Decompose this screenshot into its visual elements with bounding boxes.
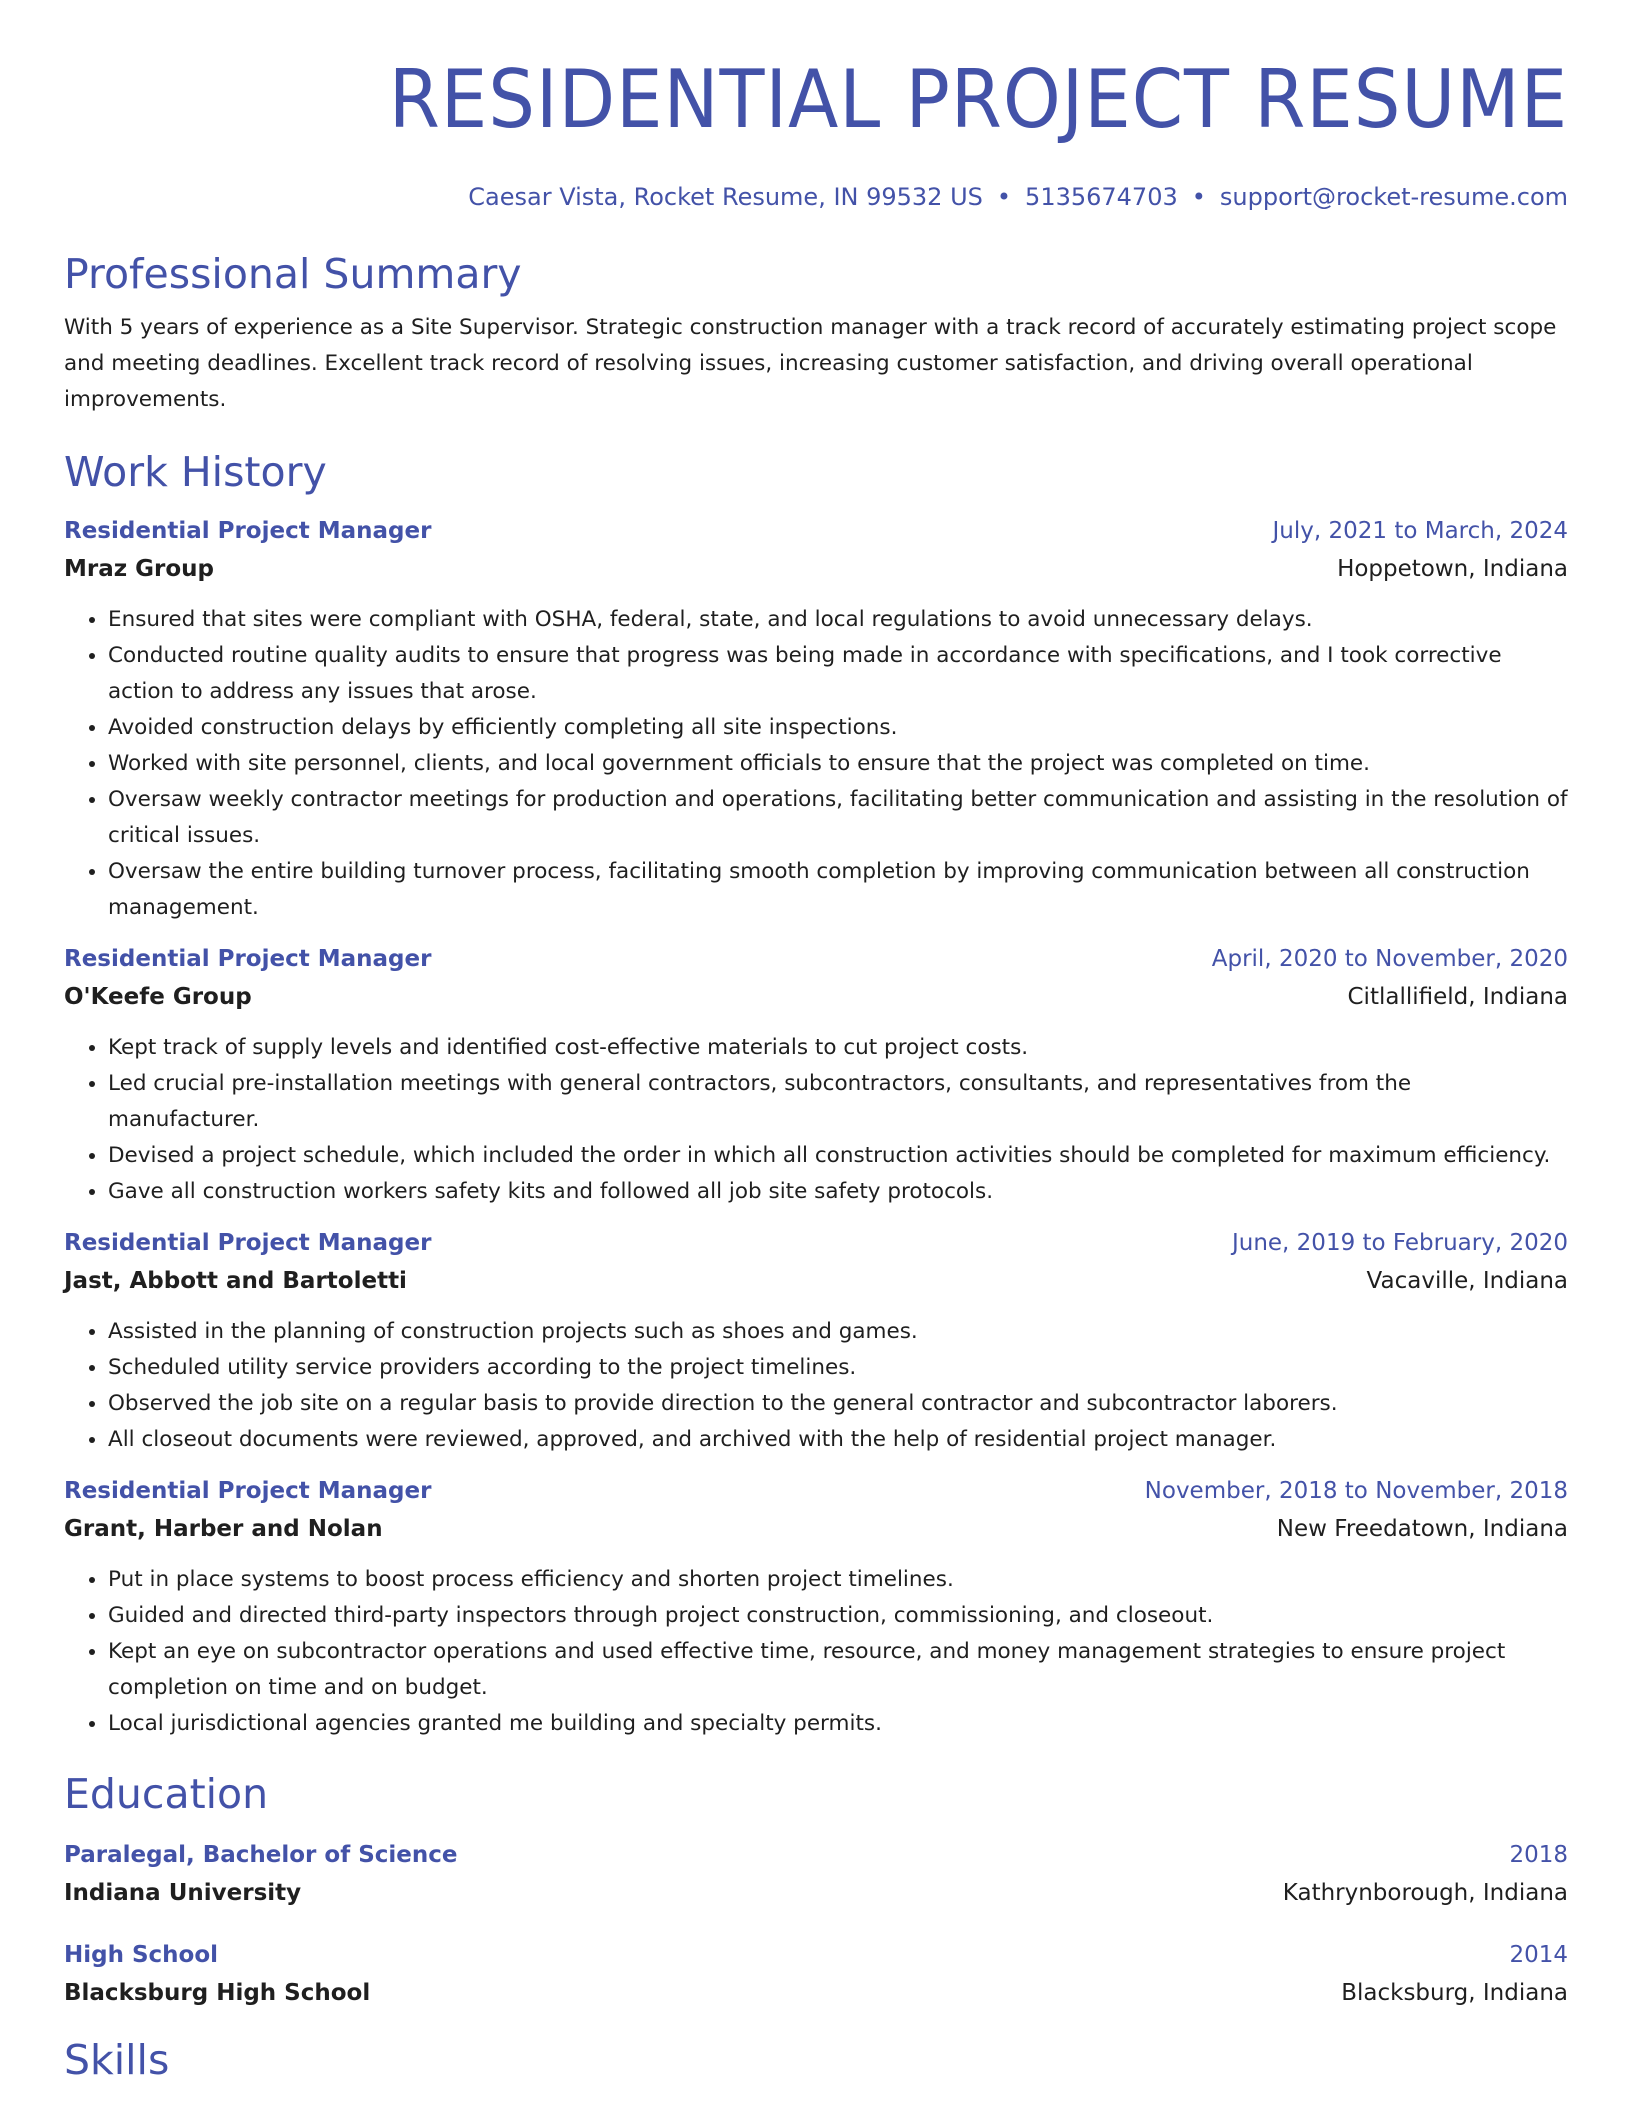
job-header-row bbox=[64, 512, 1568, 550]
job-bullet-list bbox=[64, 602, 1568, 926]
education-degree: High School bbox=[64, 1942, 219, 1968]
resume-title: RESIDENTIAL PROJECT RESUME bbox=[388, 53, 1569, 146]
education-degree: Paralegal, Bachelor of Science bbox=[64, 1842, 458, 1868]
job-header-row bbox=[64, 940, 1568, 978]
job-role: Residential Project Manager bbox=[64, 518, 432, 544]
contact-separator: • bbox=[1191, 183, 1206, 211]
job-company-row bbox=[64, 1510, 1568, 1548]
job-dates: April, 2020 to November, 2020 bbox=[1211, 946, 1568, 972]
job-company: O'Keefe Group bbox=[64, 984, 252, 1010]
job-header-row bbox=[64, 1472, 1568, 1510]
job-company: Grant, Harber and Nolan bbox=[64, 1516, 383, 1542]
job-role: Residential Project Manager bbox=[64, 946, 432, 972]
job-dates: July, 2021 to March, 2024 bbox=[1272, 518, 1568, 544]
job-company: Mraz Group bbox=[64, 556, 215, 582]
education-list bbox=[64, 1836, 1568, 2012]
job-bullet: • Worked with site personnel, clients, and local government officials to ensure that the project was completed on time. bbox=[108, 746, 1568, 782]
job-location: Citlallifield, Indiana bbox=[1347, 984, 1568, 1010]
job-bullet: • Guided and directed third-party inspectors through project construction, commissioning, and closeout. bbox=[108, 1598, 1568, 1634]
job-role: Residential Project Manager bbox=[64, 1230, 432, 1256]
summary-text: With 5 years of experience as a Site Supervisor. Strategic construction manager with a track record of accurately estimating project scope and meeting deadlines. Excellent track record of resolving issues, increasing customer satisfaction, and driving overall operational improvements. bbox=[64, 315, 1557, 412]
contact-phone: 5135674703 bbox=[1025, 183, 1178, 211]
job-bullet-list bbox=[64, 1030, 1568, 1210]
job-location: New Freedatown, Indiana bbox=[1276, 1516, 1568, 1542]
education-location: Blacksburg, Indiana bbox=[1341, 1980, 1568, 2006]
job-entry bbox=[64, 1224, 1568, 1458]
job-bullet: • Kept an eye on subcontractor operations and used effective time, resource, and money management strategies to ensure project completion on time and on budget. bbox=[108, 1634, 1568, 1706]
education-school: Blacksburg High School bbox=[64, 1980, 371, 2006]
education-school: Indiana University bbox=[64, 1880, 302, 1906]
education-location: Kathrynborough, Indiana bbox=[1282, 1880, 1568, 1906]
job-company: Jast, Abbott and Bartoletti bbox=[64, 1268, 407, 1294]
job-company-row bbox=[64, 1262, 1568, 1300]
job-bullet-list bbox=[64, 1562, 1568, 1742]
education-heading: Education bbox=[64, 1770, 269, 1818]
education-header-row bbox=[64, 1936, 1568, 1974]
job-bullet: • Local jurisdictional agencies granted me building and specialty permits. bbox=[108, 1706, 1568, 1742]
job-bullet: • Assisted in the planning of construction projects such as shoes and games. bbox=[108, 1314, 1568, 1350]
education-entry bbox=[64, 1836, 1568, 1912]
job-role: Residential Project Manager bbox=[64, 1478, 432, 1504]
job-entry bbox=[64, 512, 1568, 926]
job-bullet: • Put in place systems to boost process efficiency and shorten project timelines. bbox=[108, 1562, 1568, 1598]
job-location: Vacaville, Indiana bbox=[1366, 1268, 1568, 1294]
education-school-row bbox=[64, 1874, 1568, 1912]
job-bullet: • Oversaw weekly contractor meetings for production and operations, facilitating better communication and assisting in the resolution of critical issues. bbox=[108, 782, 1568, 854]
education-entry bbox=[64, 1936, 1568, 2012]
job-bullet: • Observed the job site on a regular basis to provide direction to the general contractor and subcontractor laborers. bbox=[108, 1386, 1568, 1422]
education-header-row bbox=[64, 1836, 1568, 1874]
job-bullet-list bbox=[64, 1314, 1568, 1458]
job-entry bbox=[64, 1472, 1568, 1742]
job-bullet: • Devised a project schedule, which included the order in which all construction activities should be completed for maximum efficiency. bbox=[108, 1138, 1568, 1174]
education-school-row bbox=[64, 1974, 1568, 2012]
job-bullet: • Ensured that sites were compliant with OSHA, federal, state, and local regulations to avoid unnecessary delays. bbox=[108, 602, 1568, 638]
job-dates: November, 2018 to November, 2018 bbox=[1144, 1478, 1568, 1504]
job-company-row bbox=[64, 978, 1568, 1016]
job-dates: June, 2019 to February, 2020 bbox=[1231, 1230, 1568, 1256]
job-bullet: • Scheduled utility service providers according to the project timelines. bbox=[108, 1350, 1568, 1386]
job-entry bbox=[64, 940, 1568, 1210]
job-bullet: • Conducted routine quality audits to ensure that progress was being made in accordance with specifications, and I took corrective action to address any issues that arose. bbox=[108, 638, 1568, 710]
summary-heading: Professional Summary bbox=[64, 250, 522, 298]
education-year: 2018 bbox=[1509, 1842, 1568, 1868]
job-bullet: • Led crucial pre-installation meetings with general contractors, subcontractors, consultants, and representatives from the manufacturer. bbox=[108, 1066, 1568, 1138]
job-bullet: • All closeout documents were reviewed, approved, and archived with the help of residential project manager. bbox=[108, 1422, 1568, 1458]
work-history-heading: Work History bbox=[64, 448, 327, 496]
job-header-row bbox=[64, 1224, 1568, 1262]
contact-line bbox=[64, 182, 1568, 212]
job-bullet: • Avoided construction delays by efficiently completing all site inspections. bbox=[108, 710, 1568, 746]
work-history-list bbox=[64, 512, 1568, 1742]
contact-email: support@rocket-resume.com bbox=[1219, 183, 1568, 211]
education-year: 2014 bbox=[1509, 1942, 1568, 1968]
contact-separator: • bbox=[996, 183, 1012, 211]
job-bullet: • Gave all construction workers safety kits and followed all job site safety protocols. bbox=[108, 1174, 1568, 1210]
contact-address: Caesar Vista, Rocket Resume, IN 99532 US bbox=[468, 183, 983, 211]
job-bullet: • Oversaw the entire building turnover process, facilitating smooth completion by improving communication between all construction management. bbox=[108, 854, 1568, 926]
job-company-row bbox=[64, 550, 1568, 588]
skills-heading: Skills bbox=[64, 2036, 170, 2084]
job-location: Hoppetown, Indiana bbox=[1337, 556, 1568, 582]
job-bullet: • Kept track of supply levels and identified cost-effective materials to cut project costs. bbox=[108, 1030, 1568, 1066]
